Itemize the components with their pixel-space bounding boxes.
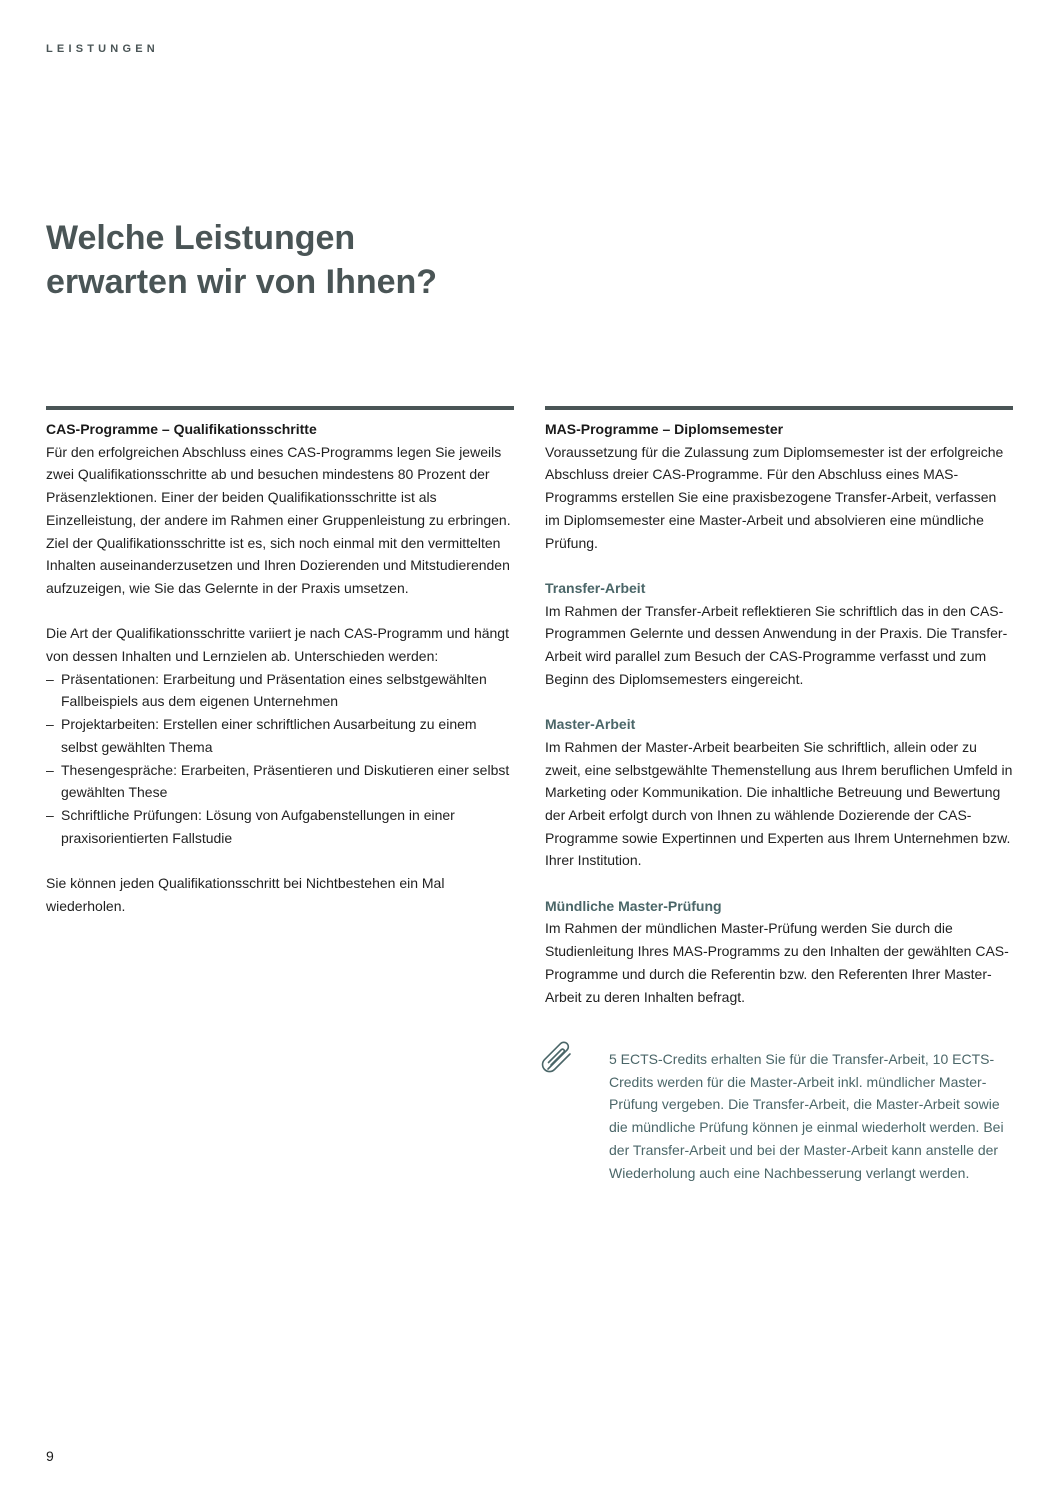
master-pruefung-text: Im Rahmen der mündlichen Master-Prüfung werden Sie durch die Studienleitung Ihres MAS-Programms zu den Inhalten der gewählten CAS-Programme und durch die Referentin bzw. den Referenten Ihrer Master-Arbeit zu deren Inhalten befragt. [545,920,1009,1005]
dash-bullet: – [46,806,54,823]
dash-bullet: – [46,716,54,733]
cas-intro-paragraph: Für den erfolgreichen Abschluss eines CAS-Programms legen Sie jeweils zwei Qualifikationsschritte ab und besuchen mindestens 80 Prozent der Präsenzlektionen. Einer der beiden Qualifikationsschritte ist als Einzelleistung, der andere im Rahmen einer Gruppenleistung zu erbringen. Ziel der Qualifikationsschritte ist es, sich noch einmal mit den vermittelten Inhalten auseinanderzusetzen und Ihren Dozierenden und Mitstudierenden aufzuzeigen, wie Sie das Gelernte in der Praxis umsetzen. [46,443,511,596]
page-title-line-1: Welche Leistungen [46,219,356,257]
section-label: LEISTUNGEN [46,43,159,55]
page-number: 9 [46,1448,54,1464]
ects-note-text: 5 ECTS-Credits erhalten Sie für die Transfer-Arbeit, 10 ECTS-Credits werden für die Master-Arbeit inkl. mündlicher Master-Prüfung vergeben. Die Transfer-Arbeit, die Master-Arbeit sowie die mündliche Prüfung können je einmal wiederholt werden. Bei der Transfer-Arbeit und bei der Master-Arbeit kann anstelle der Wiederholung auch eine Nachbesserung verlangt werden. [609,1051,1004,1181]
transfer-arbeit-text: Im Rahmen der Transfer-Arbeit reflektieren Sie schriftlich das in den CAS-Programmen Gelernte und dessen Anwendung in der Praxis. Die Transfer-Arbeit wird parallel zum Besuch der CAS-Programme verfasst und zum Beginn des Diplomsemesters eingereicht. [545,602,1008,687]
list-item [46,804,514,849]
master-pruefung-heading: Mündliche Master-Prüfung [545,897,722,914]
list-item [46,759,514,804]
list-item-text: Thesengespräche: Erarbeiten, Präsentieren und Diskutieren einer selbst gewählten These [61,761,510,801]
list-item [46,713,514,758]
list-item-text: Schriftliche Prüfungen: Lösung von Aufgabenstellungen in einer praxisorientierten Fallstudie [61,806,455,846]
transfer-arbeit-heading: Transfer-Arbeit [545,579,646,596]
cas-column-title: CAS-Programme – Qualifikationsschritte [46,421,317,437]
list-item [46,668,514,713]
list-item-text: Projektarbeiten: Erstellen einer schriftlichen Ausarbeitung zu einem selbst gewählten Thema [61,716,477,755]
qualification-types-list [46,668,514,850]
master-arbeit-text: Im Rahmen der Master-Arbeit bearbeiten Sie schriftlich, allein oder zu zweit, eine selbstgewählte Themenstellung aus Ihrem beruflichen Umfeld in Marketing oder Kommunikation. Die inhaltliche Betreuung und Bewertung der Arbeit erfolgt durch von Ihnen zu wählende Dozierende der CAS-Programme sowie Expertinnen und Experten aus Ihrem Unternehmen bzw. Ihrer Institution. [545,738,1013,869]
cas-types-paragraph: Die Art der Qualifikationsschritte variiert je nach CAS-Programm und hängt von dessen Inhalten und Lernzielen ab. Unterschieden werden: [46,625,509,665]
mas-column-title: MAS-Programme – Diplomsemester [545,421,784,437]
paperclip-icon [540,1040,576,1074]
mas-programs-column [545,406,1013,1008]
column-divider-rule [46,406,514,410]
dash-bullet: – [46,761,54,778]
cas-programs-column [46,406,514,917]
list-item-text: Präsentationen: Erarbeitung und Präsentation eines selbstgewählten Fallbeispiels aus dem eigenen Unternehmen [61,670,487,710]
page-title-line-2: erwarten wir von Ihnen? [46,263,438,301]
column-divider-rule [545,406,1013,410]
mas-intro-paragraph: Voraussetzung für die Zulassung zum Diplomsemester ist der erfolgreiche Abschluss dreier CAS-Programme. Für den Abschluss eines MAS-Programms erstellen Sie eine praxisbezogene Transfer-Arbeit, verfassen im Diplomsemester eine Master-Arbeit und absolvieren eine mündliche Prüfung. [545,443,1004,551]
master-arbeit-heading: Master-Arbeit [545,716,636,733]
dash-bullet: – [46,670,54,687]
page-title [46,216,437,304]
cas-repeat-paragraph: Sie können jeden Qualifikationsschritt bei Nichtbestehen ein Mal wiederholen. [46,875,445,914]
